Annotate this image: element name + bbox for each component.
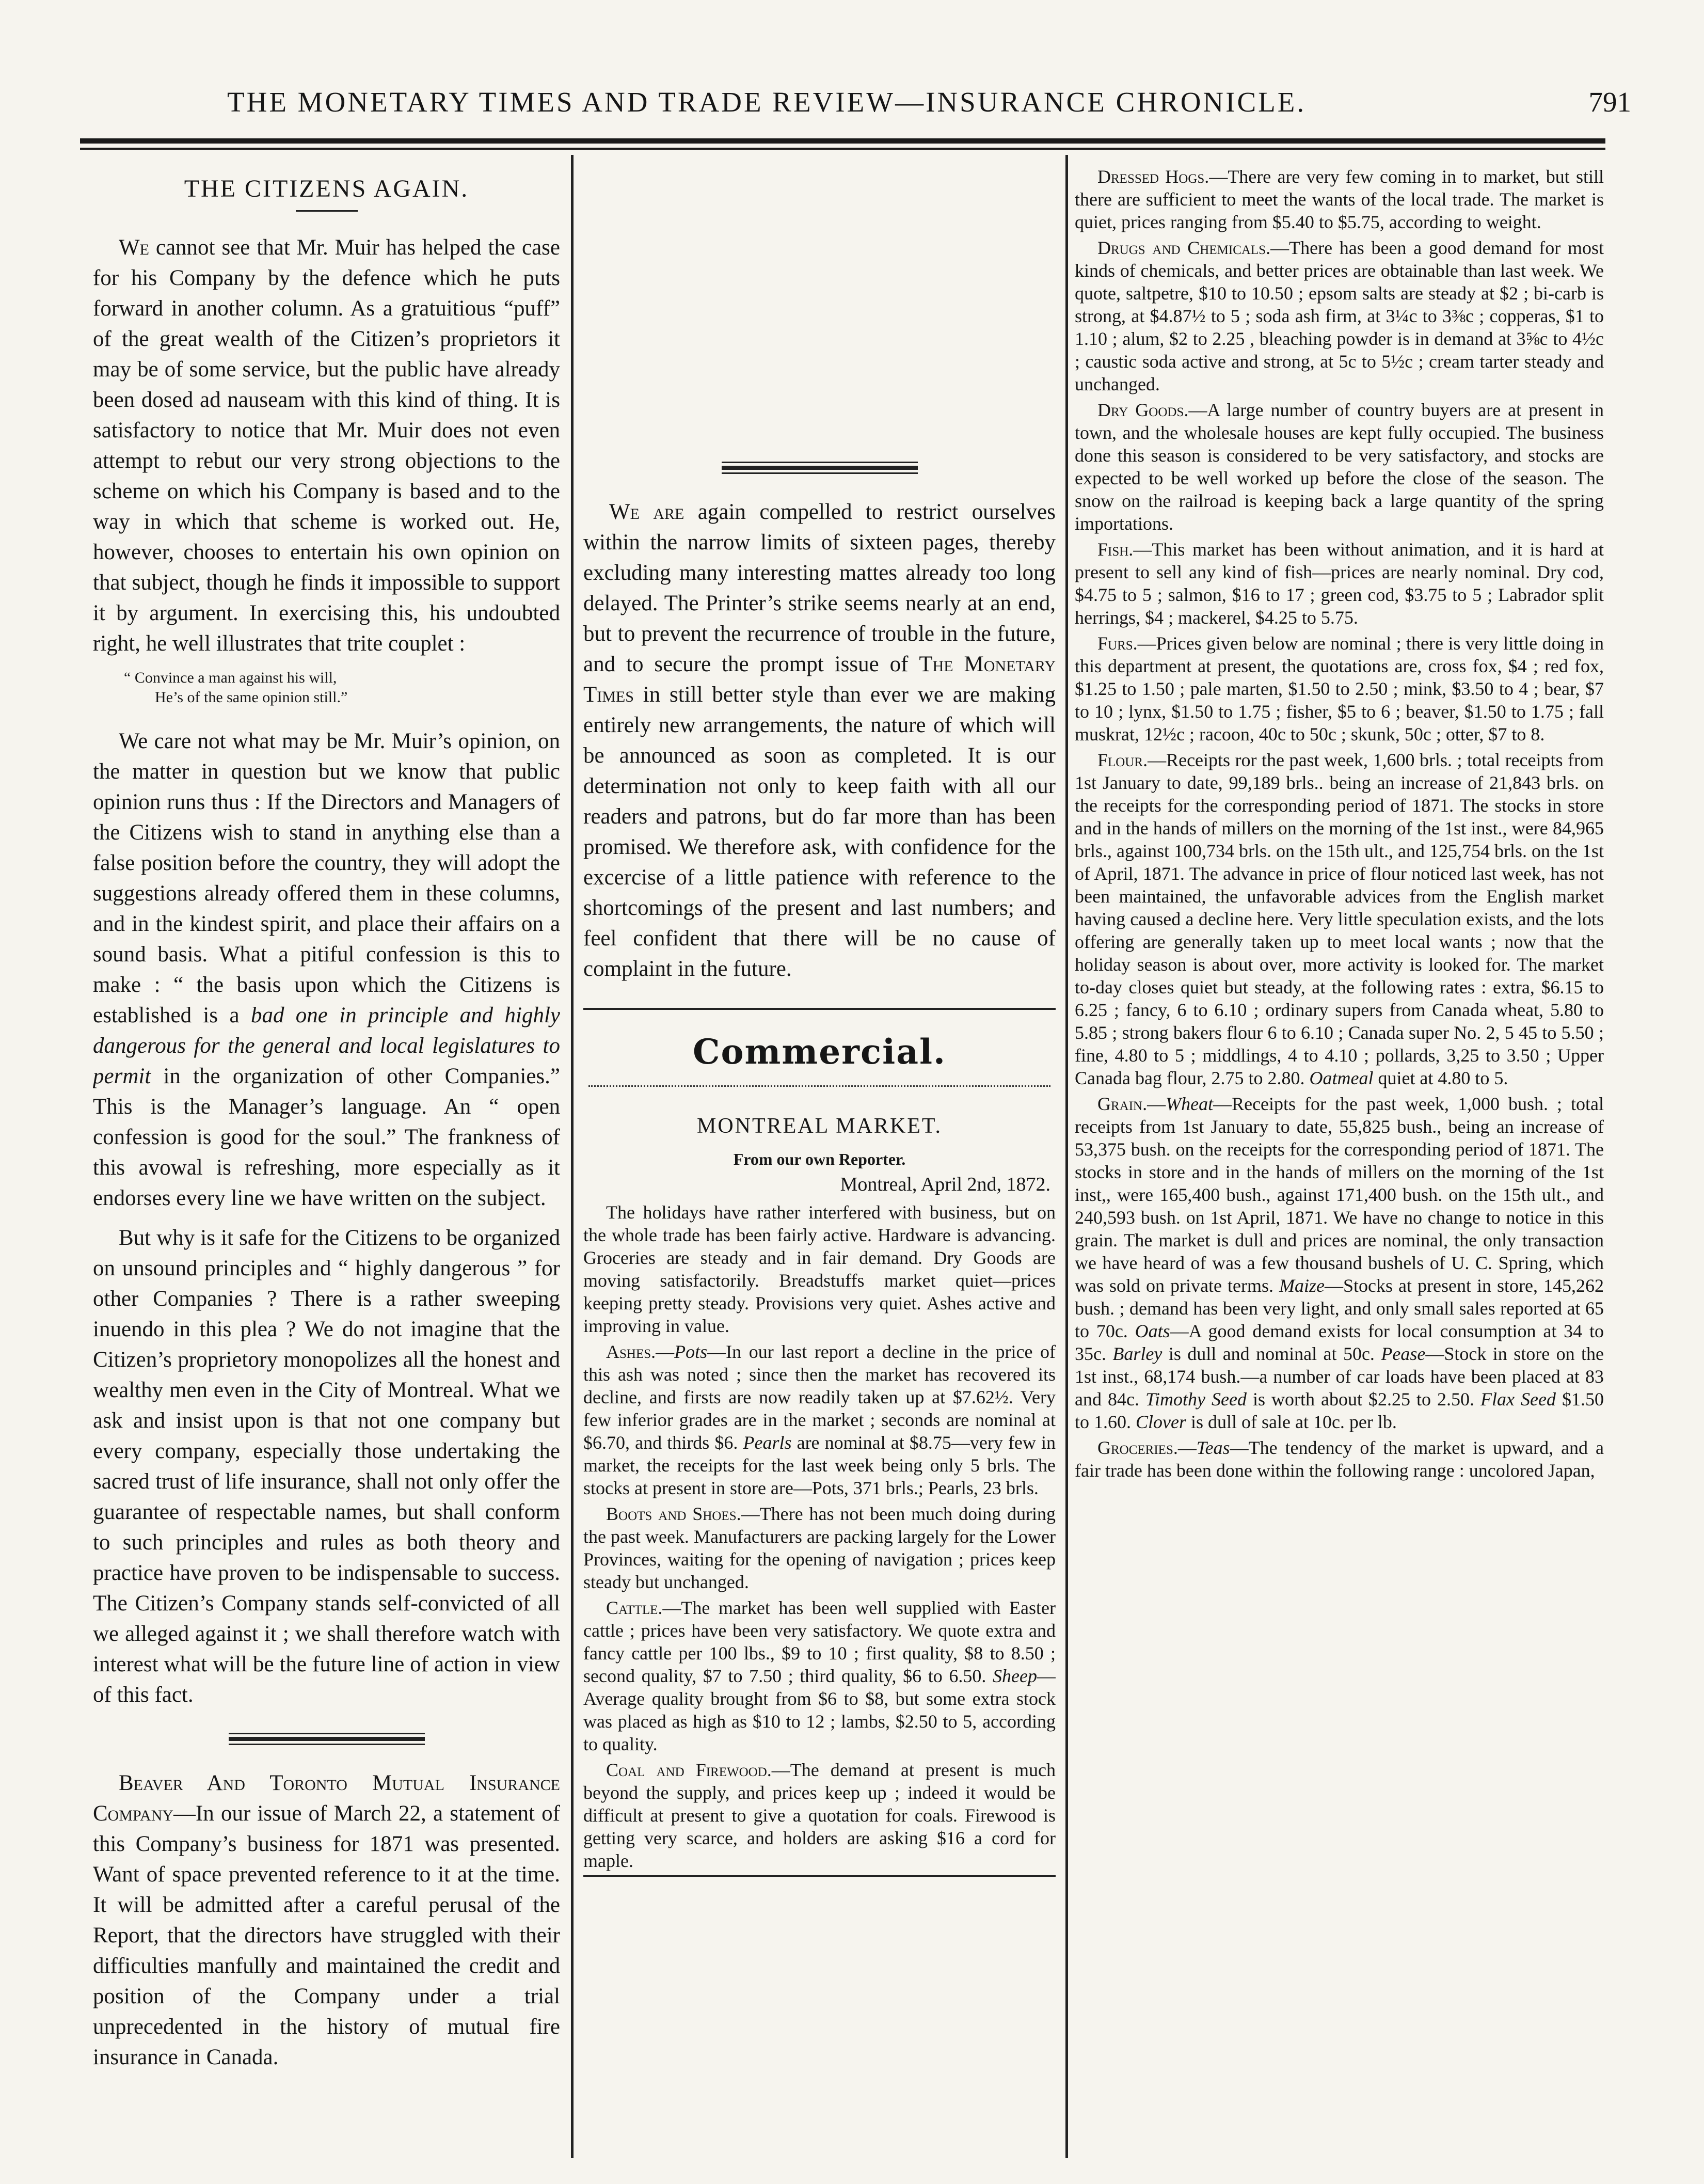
couplet-quote: “ Convince a man against his will, He’s of the same opinion still.”	[124, 669, 348, 706]
emphasis: bad one in principle and highly dangerous for the general and local legislatures to permit	[93, 1003, 560, 1088]
market-item: Grain.—Wheat—Receipts for the past week, 1,000 bush. ; total receipts from 1st January to date, 55,825 bush., being an increase of 53,375 bush. on the receipts for the corresponding period of 1871. The stocks in store and in the hands of millers on the morning of the 1st inst,, were 165,400 bush., against 171,400 bush. on the 15th ult., and 240,593 bush. on 1st April, 1871. We have no change to notice in this grain. The market is dull and prices are nominal, the only transaction we have heard of was a few thousand bushels of U. C. Spring, which was sold on private terms. Maize—Stocks at present in store, 145,262 bush. ; demand has been very light, and only small sales reported at 65 to 70c. Oats—A good demand exists for local consumption at 34 to 35c. Barley is dull and nominal at 50c. Pease—Stock in store on the 1st inst., 68,174 bush.—a number of car loads have been placed at 83 and 84c. Timothy Seed is worth about $2.25 to 2.50. Flax Seed $1.50 to 1.60. Clover is dull of sale at 10c. per lb.	[1075, 1094, 1604, 1432]
running-head	[72, 83, 1631, 129]
market-intro: The holidays have rather interfered with business, but on the whole trade has been fairly active. Hardware is advancing. Groceries are steady and in fair demand. Dry Goods are moving satisfactorily. Breadstuffs market quiet—prices keeping pretty steady. Provisions very quiet. Ashes active and improving in value.	[583, 1202, 1056, 1336]
market-title: MONTREAL MARKET.	[697, 1114, 942, 1138]
market-item: Coal and Firewood.—The demand at present is much beyond the supply, and prices keep up ; indeed it would be difficult at present to give a quotation for coals. Firewood is getting very scarce, and holders are asking $16 a cord for maple.	[583, 1760, 1056, 1871]
market-item: Ashes.—Pots—In our last report a decline in the price of this ash was noted ; since then the market has recovered its decline, and firsts are now readily taken up at $7.62½. Very few inferior grades are in the market ; seconds are nominal at $6.70, and thirds $6. Pearls are nominal at $8.75—very few in market, the receipts for the last week being only 5 brls. The stocks at present in store are—Pots, 371 brls.; Pearls, 23 brls.	[583, 1341, 1056, 1498]
running-title: THE MONETARY TIMES AND TRADE REVIEW—INSURANCE CHRONICLE.	[227, 86, 1307, 118]
market-item: Groceries.—Teas—The tendency of the market is upward, and a fair trade has been done within the following range : uncolored Japan,	[1075, 1437, 1604, 1481]
section-separator	[229, 1733, 425, 1745]
column-1	[93, 165, 560, 2158]
paragraph: We are again compelled to restrict ourselves within the narrow limits of sixteen pages, thereby excluding many interesting mattes already too long delayed. The Printer’s strike seems nearly at an end, but to prevent the recurrence of trouble in the future, and to secure the prompt issue of The Monetary Times in still better style than ever we are making entirely new arrangements, the nature of which will be announced as soon as completed. It is our determination not only to keep faith with all our readers and patrons, but do far more than has been promised. We therefore ask, with confidence for the excercise of a little patience with reference to the shortcomings of the present and last numbers; and feel confident that there will be no cause of complaint in the future.	[583, 500, 1056, 981]
paragraph: We cannot see that Mr. Muir has helped the case for his Company by the defence which he puts forward in another column. As a gratuitious “puff” of the great wealth of the Citizen’s proprietors it may be of some service, but the public have already been dosed ad nauseam with this kind of thing. It is satisfactory to notice that Mr. Muir does not even attempt to rebut our very strong objections to the scheme on which his Company is based and to the way in which that scheme is worked out. He, however, chooses to entertain his own opinion on that subject, though he finds it impossible to support it by argument. In exercising this, his undoubted right, he well illustrates that trite couplet :	[93, 235, 560, 656]
title-rule	[296, 210, 358, 212]
market-item: Dressed Hogs.—There are very few coming in to market, but still there are sufficient to meet the wants of the local trade. The market is quiet, prices ranging from $5.40 to $5.75, according to weight.	[1075, 166, 1604, 232]
column-3	[1075, 165, 1604, 2158]
wavy-rule	[588, 1085, 1050, 1093]
market-item: Drugs and Chemicals.—There has been a good demand for most kinds of chemicals, and better prices are obtainable than last week. We quote, saltpetre, $10 to 10.50 ; epsom salts are steady at $2 ; bi-carb is strong, at $4.87½ to 5 ; soda ash firm, at 3¼c to 3⅜c ; copperas, $1 to 1.10 ; alum, $2 to 2.25 , bleaching powder is in demand at 3⅝c to 4½c ; caustic soda active and strong, at 5c to 5½c ; cream tarter steady and unchanged.	[1075, 238, 1604, 394]
market-item: Dry Goods.—A large number of country buyers are at present in town, and the wholesale houses are kept fully occupied. The business done this season is considered to be very satisfactory, and stocks are expected to be well worked up before the close of the season. The snow on the railroad is keeping back a large quantity of the spring importations.	[1075, 400, 1604, 534]
header-rule	[80, 138, 1605, 144]
column-divider	[571, 155, 574, 2158]
paragraph: But why is it safe for the Citizens to be organized on unsound principles and “ highly dangerous ” for other Companies ? There is a rather sweeping inuendo in this plea ? We do not imagine that the Citizen’s proprietory monopolizes all the honest and wealthy men even in the City of Montreal. What we ask and insist upon is that not one company but every company, especially those undertaking the sacred trust of life insurance, shall not only offer the guarantee of respectable names, but shall conform to such principles and rules as both theory and practice have proven to be indispensable to success. The Citizen’s Company stands self-convicted of all we alleged against it ; we shall therefore watch with interest what will be the future line of action in view of this fact.	[93, 1226, 560, 1707]
market-item: Flour.—Receipts ror the past week, 1,600 brls. ; total receipts from 1st January to date, 99,189 brls.. being an increase of 21,843 brls. on the receipts for the corresponding period of 1871. The stocks in store and in the hands of millers on the morning of the 1st inst., were 84,965 brls., against 100,734 brls. on the 15th ult., and 125,754 brls. on the 1st of April, 1871. The advance in price of flour noticed last week, has not been maintained, the unfavorable advices from the English market having caused a decline here. Very little speculation exists, and the lots offering are generally taken up to meet local wants ; now that the holiday season is about over, more activity is looked for. The market to-day closes quiet but steady, at the following rates : extra, $6.15 to 6.25 ; fancy, 6 to 6.10 ; ordinary supers from Canada wheat, 5.80 to 5.85 ; strong bakers flour 6 to 6.10 ; Canada super No. 2, 5 45 to 5.50 ; fine, 4.80 to 5 ; middlings, 4 to 4.10 ; pollards, 3,25 to 3.50 ; Upper Canada bag flour, 2.75 to 2.80. Oatmeal quiet at 4.80 to 5.	[1075, 750, 1604, 1088]
article-title: THE CITIZENS AGAIN.	[184, 175, 469, 202]
market-item: Boots and Shoes.—There has not been much doing during the past week. Manufacturers are packing largely for the Lower Provinces, waiting for the opening of navigation ; prices keep steady but unchanged.	[583, 1504, 1056, 1592]
commercial-section	[583, 1008, 1056, 1877]
paragraph: Beaver And Toronto Mutual Insurance Company—In our issue of March 22, a statement of this Company’s business for 1871 was presented. Want of space prevented reference to it at the time. It will be admitted after a careful perusal of the Report, that the directors have struggled with their difficulties manfully and maintained the credit and position of the Company under a trial unprecedented in the history of mutual fire insurance in Canada.	[93, 1771, 560, 2069]
market-item: Furs.—Prices given below are nominal ; there is very little doing in this department at present, the quotations are, cross fox, $4 ; red fox, $1.25 to 1.50 ; pale marten, $1.50 to 2.50 ; mink, $3.50 to 4 ; bear, $7 to 10 ; lynx, $1.50 to 1.75 ; fisher, $5 to 6 ; beaver, $1.50 to 1.75 ; fall muskrat, 12½c ; racoon, 40c to 50c ; skunk, 50c ; otter, $7 to 8.	[1075, 633, 1604, 745]
column-2	[583, 165, 1056, 2158]
market-item: Fish.—This market has been without animation, and it is hard at present to sell any kind of fish—prices are nearly nominal. Dry cod, $4.75 to 5 ; salmon, $16 to 17 ; green cod, $3.75 to 5 ; Labrador split herrings, $4 ; mackerel, $4.25 to 5.75.	[1075, 539, 1604, 628]
page-number: 791	[1588, 86, 1631, 118]
lead-word: We	[119, 235, 149, 260]
section-separator	[722, 462, 918, 474]
paper-name: The Monetary Times	[583, 652, 1056, 707]
paragraph: We care not what may be Mr. Muir’s opinion, on the matter in question but we know that public opinion runs thus : If the Directors and Managers of the Citizens wish to stand in anything else than a false position before the country, they will adopt the suggestions already offered them in these columns, and in the kindest spirit, and place their affairs on a sound basis. What a pitiful confession is this to make : “ the basis upon which the Citizens is established is a bad one in principle and highly dangerous for the general and local legislatures to permit in the organization of other Companies.” This is the Manager’s language. An “ open confession is good for the soul.” The frankness of this avowal is refreshing, more especially as it endorses every line we have written on the subject.	[93, 729, 560, 1210]
lead-words: Beaver And Toronto Mutual Insurance Company	[93, 1771, 560, 1826]
section-title: Commercial.	[692, 1032, 947, 1072]
header-rule-thin	[80, 148, 1605, 150]
dateline: Montreal, April 2nd, 1872.	[840, 1174, 1050, 1195]
byline: From our own Reporter.	[733, 1150, 906, 1168]
lead-words: We are	[609, 500, 684, 524]
market-item: Cattle.—The market has been well supplied with Easter cattle ; prices have been very satisfactory. We quote extra and fancy cattle per 100 lbs., $9 to 10 ; first quality, $8 to 8.50 ; second quality, $7 to 7.50 ; third quality, $6 to 6.50. Sheep—Average quality brought from $6 to $8, but some extra stock was placed as high as $10 to 12 ; lambs, $2.50 to 5, according to quality.	[583, 1597, 1056, 1754]
column-divider	[1065, 155, 1068, 2158]
